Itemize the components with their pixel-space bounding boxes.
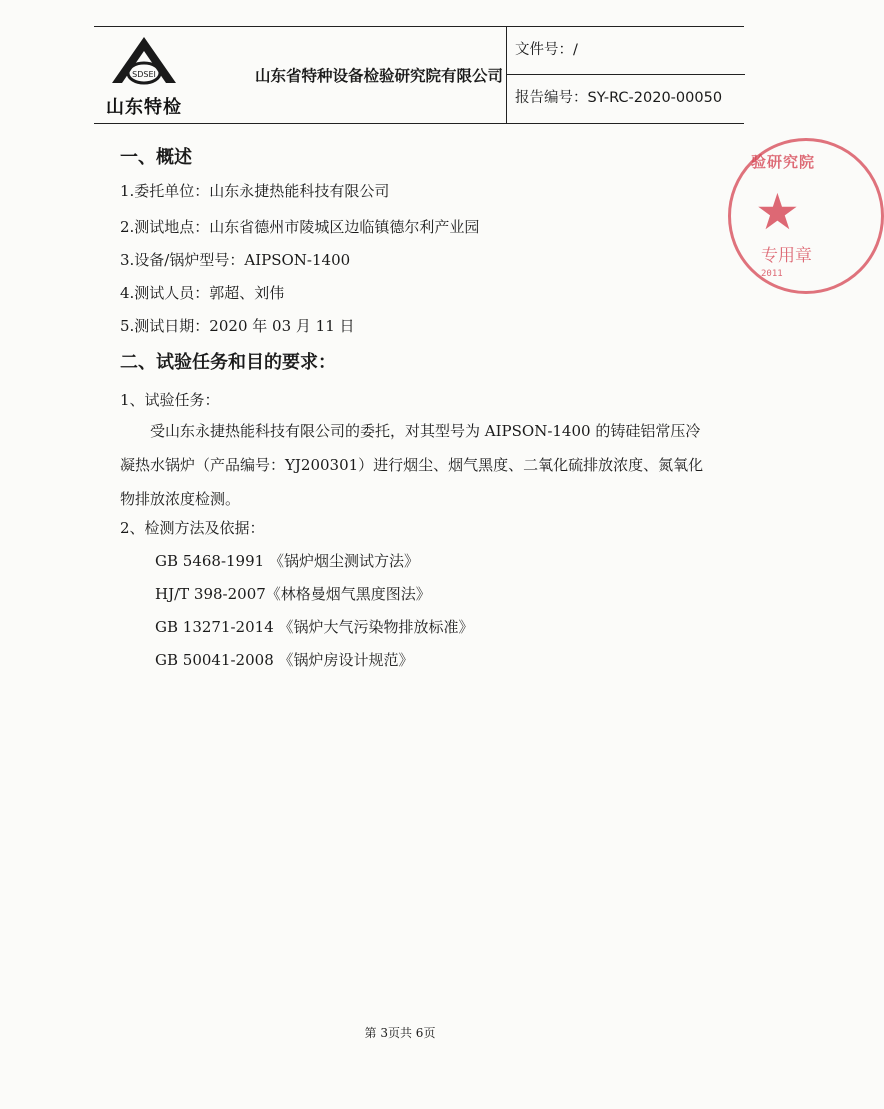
- report-number: 报告编号：SY-RC-2020-00050: [507, 74, 745, 122]
- stamp-text-top: 验研究院: [751, 153, 816, 171]
- document-header: [94, 26, 744, 124]
- task-description: [120, 414, 720, 516]
- stamp-text-num: 2011: [761, 269, 783, 279]
- official-seal-stamp: [728, 138, 884, 294]
- overview-item-model: 3.设备/锅炉型号：AIPSON-1400: [120, 251, 351, 269]
- section-task-title: 二、试验任务和目的要求：: [120, 352, 336, 373]
- section-overview-title: 一、概述: [120, 147, 192, 168]
- reference-item: GB 13271-2014 《锅炉大气污染物排放标准》: [155, 618, 474, 636]
- logo-ring-text: SDSEI: [132, 70, 156, 79]
- overview-item-date: 5.测试日期：2020 年 03 月 11 日: [120, 317, 355, 335]
- reference-item: HJ/T 398-2007《林格曼烟气黑度图法》: [155, 585, 431, 603]
- company-logo: [94, 27, 214, 123]
- task-line: 物排放浓度检测。: [120, 490, 241, 508]
- task-heading: 1、试验任务：: [120, 391, 220, 409]
- company-name: 山东省特种设备检验研究院有限公司: [254, 67, 503, 85]
- task-line: 凝热水锅炉（产品编号：YJ200301）进行烟尘、烟气黑度、二氧化硫排放浓度、氮氧化: [120, 456, 704, 474]
- file-number: 文件号：/: [515, 42, 578, 58]
- task-line: 受山东永捷热能科技有限公司的委托，对其型号为 AIPSON-1400 的铸硅铝常压冷: [120, 422, 701, 440]
- reference-item: GB 5468-1991 《锅炉烟尘测试方法》: [155, 552, 419, 570]
- document-info-box: [506, 27, 745, 123]
- stamp-star-icon: ★: [755, 183, 800, 241]
- logo-caption: 山东特检: [106, 97, 182, 118]
- overview-item-personnel: 4.测试人员：郭超、刘伟: [120, 284, 285, 302]
- overview-item-location: 2.测试地点：山东省德州市陵城区边临镇德尔利产业园: [120, 218, 480, 236]
- method-heading: 2、检测方法及依据：: [120, 519, 265, 537]
- overview-item-client: 1.委托单位：山东永捷热能科技有限公司: [120, 182, 390, 200]
- page-footer: 第 3页共 6页: [364, 1026, 436, 1040]
- logo-emblem-icon: [108, 33, 180, 95]
- reference-item: GB 50041-2008 《锅炉房设计规范》: [155, 651, 414, 669]
- stamp-text-mid: 专用章: [761, 246, 812, 266]
